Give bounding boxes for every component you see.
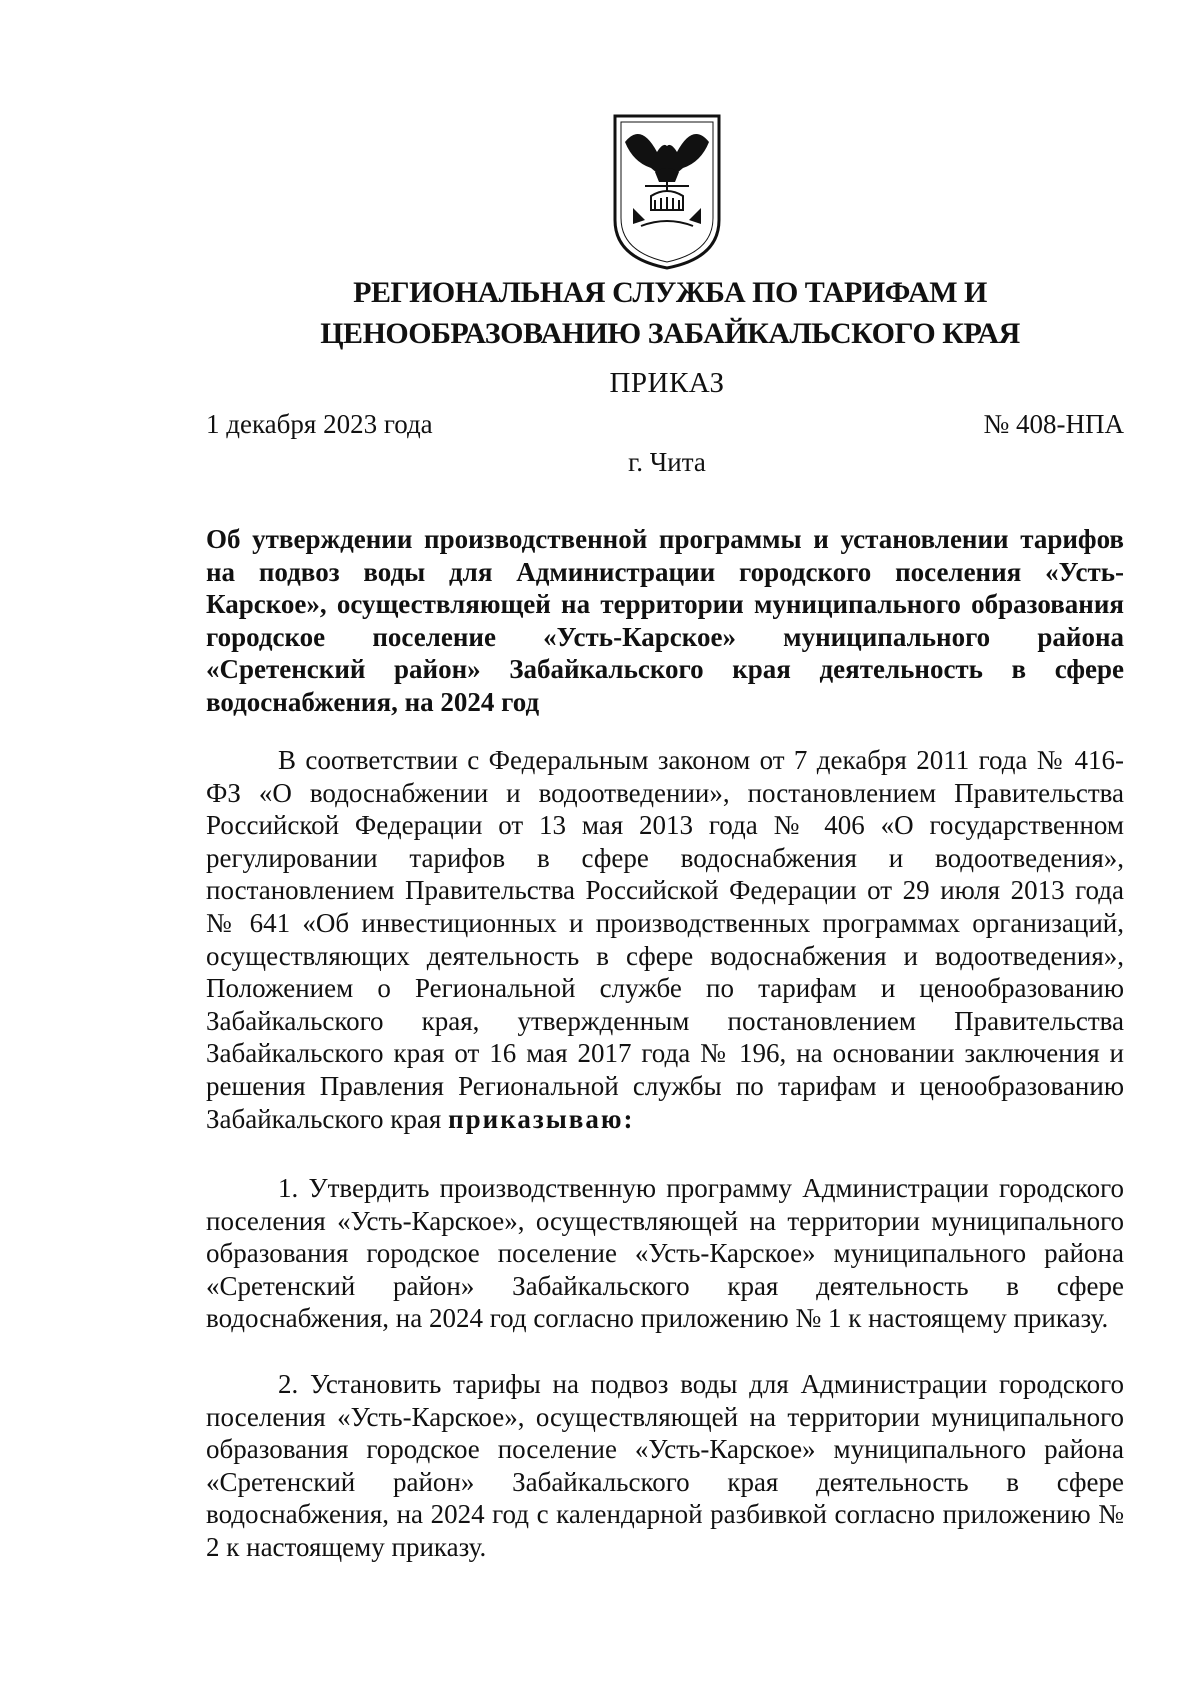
order-city: г. Чита — [628, 447, 706, 477]
order-number: № 408-НПА — [983, 409, 1124, 439]
paragraph-item-2: 2. Установить тарифы на подвоз воды для Администрации городского поселения «Усть-Карское», осуществляющей на территории муниципального образования городское поселение «Усть-Карское» муниципального района «Сретенский район» Забайкальского края деятельность в сфере водоснабжения, на 2024 год с календарной разбивкой согласно приложению № 2 к настоящему приказу. — [206, 1369, 1124, 1562]
order-date: 1 декабря 2023 года — [206, 409, 433, 439]
intro-directive: приказываю: — [448, 1103, 635, 1134]
org-title-line-2: ЦЕНООБРАЗОВАНИЮ ЗАБАЙКАЛЬСКОГО КРАЯ — [320, 317, 1020, 350]
paragraph-intro — [206, 744, 1124, 1135]
coat-of-arms-icon — [611, 112, 723, 272]
order-word: ПРИКАЗ — [609, 367, 725, 399]
order-subject: Об утверждении производственной программы и установлении тарифов на подвоз воды для Администрации городского поселения «Усть-Карское», осуществляющей на территории муниципального образования городское поселение «Усть-Карское» муниципального района «Сретенский район» Забайкальского края деятельность в сфере водоснабжения, на 2024 год — [206, 524, 1124, 717]
intro-text: В соответствии с Федеральным законом от 7 декабря 2011 года № 416-ФЗ «О водоснабжении и водоотведении», постановлением Правительства Российской Федерации от 13 мая 2013 года № 406 «О государственном регулировании тарифов в сфере водоснабжения и водоотведения», постановлением Правительства Российской Федерации от 29 июля 2013 года № 641 «Об инвестиционных и производственных программах организаций, осуществляющих деятельность в сфере водоснабжения и водоотведения», Положением о Региональной службе по тарифам и ценообразованию Забайкальского края, утвержденным постановлением Правительства Забайкальского края от 16 мая 2017 года № 196, на основании заключения и решения Правления Региональной службы по тарифам и ценообразованию Забайкальского края — [206, 745, 1124, 1134]
org-title-line-1: РЕГИОНАЛЬНАЯ СЛУЖБА ПО ТАРИФАМ И — [353, 276, 987, 309]
paragraph-item-1: 1. Утвердить производственную программу Администрации городского поселения «Усть-Карское», осуществляющей на территории муниципального образования городское поселение «Усть-Карское» муниципального района «Сретенский район» Забайкальского края деятельность в сфере водоснабжения, на 2024 год согласно приложению № 1 к настоящему приказу. — [206, 1173, 1124, 1334]
org-title — [200, 272, 1140, 354]
